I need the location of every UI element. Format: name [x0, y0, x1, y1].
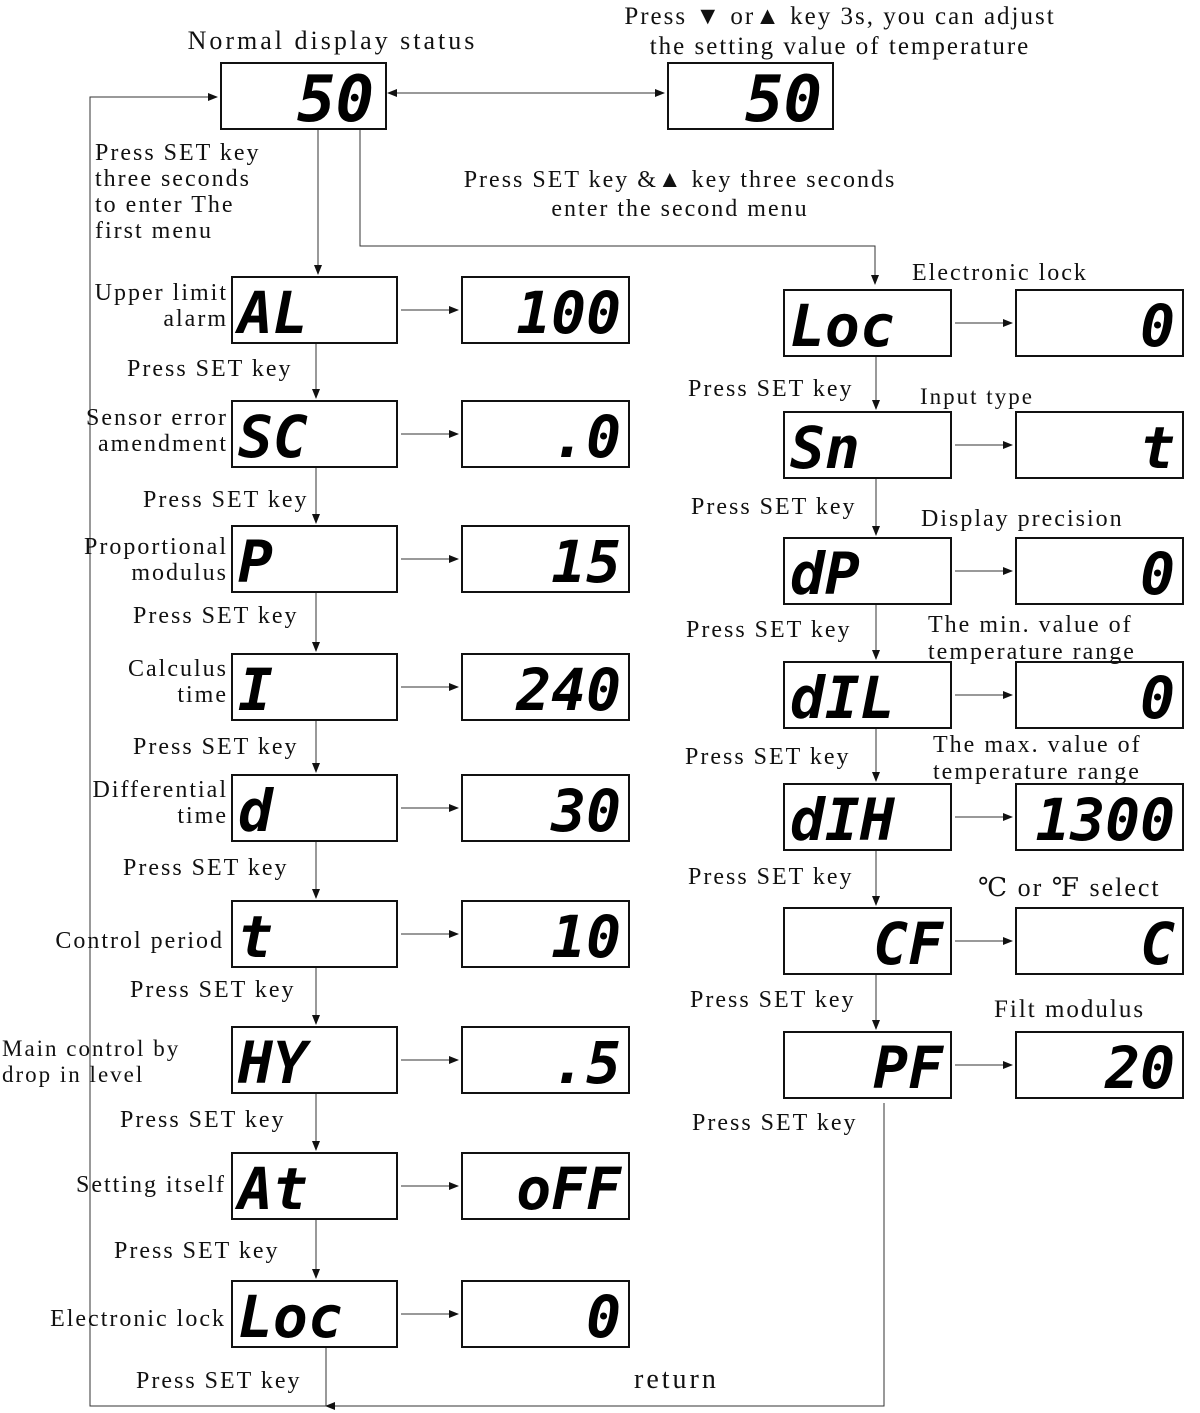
- second-menu-value-dp: 0: [1140, 540, 1175, 608]
- second-menu-press-5: Press SET key: [688, 864, 854, 890]
- first-menu-value-loc: 0: [586, 1283, 621, 1351]
- second-menu-code-dil: dIL: [790, 664, 895, 732]
- normal-display-value: 50: [296, 63, 374, 137]
- second-menu-label-dil: The min. value of temperature range: [928, 612, 1136, 665]
- first-menu-label-al: Upper limit alarm: [94, 280, 228, 332]
- adjust-setpoint-instructions: Press ▼ or▲ key 3s, you can adjust the setting value of temperature: [624, 3, 1056, 60]
- second-menu-code-dih: dIH: [790, 786, 895, 854]
- second-menu-value-dil: 0: [1140, 664, 1175, 732]
- first-menu-press-4: Press SET key: [133, 734, 299, 760]
- enter-second-menu-instructions: Press SET key &▲ key three seconds enter the second menu: [463, 167, 897, 222]
- second-menu-label-loc: Electronic lock: [912, 260, 1088, 286]
- second-menu-press-7: Press SET key: [692, 1110, 858, 1136]
- second-menu-label-dih: The max. value of temperature range: [933, 732, 1142, 785]
- first-menu-press-5: Press SET key: [123, 855, 289, 881]
- first-menu-code-sc: SC: [238, 403, 308, 471]
- second-menu-code-pf: PF: [873, 1034, 943, 1102]
- first-menu-code-loc: Loc: [238, 1283, 343, 1351]
- second-menu-value-sn: t: [1140, 414, 1175, 482]
- second-menu-label-pf: Filt modulus: [994, 996, 1146, 1023]
- first-menu-press-6: Press SET key: [130, 977, 296, 1003]
- first-menu-code-i: I: [238, 656, 273, 724]
- first-menu-press-9: Press SET key: [136, 1368, 302, 1394]
- setpoint-display-value: 50: [744, 63, 822, 137]
- first-menu-press-1: Press SET key: [127, 356, 293, 382]
- first-menu-value-p: 15: [551, 528, 621, 596]
- first-menu-label-t: Control period: [55, 928, 224, 954]
- enter-first-menu-instructions: Press SET key three seconds to enter The first menu: [95, 140, 261, 244]
- first-menu-code-d: d: [238, 777, 273, 845]
- first-menu-value-d: 30: [551, 777, 621, 845]
- first-menu-label-hy: Main control by drop in level: [2, 1036, 181, 1087]
- first-menu-code-at: At: [238, 1155, 308, 1223]
- first-menu-label-sc: Sensor error amendment: [86, 405, 228, 457]
- second-menu-code-loc: Loc: [790, 292, 895, 360]
- second-menu-value-cf: C: [1140, 910, 1175, 978]
- first-menu-value-i: 240: [516, 656, 621, 724]
- first-menu-label-d: Differential time: [92, 777, 228, 829]
- first-menu-value-sc: .0: [551, 403, 621, 471]
- first-menu-label-at: Setting itself: [76, 1172, 226, 1198]
- second-menu-press-2: Press SET key: [691, 494, 857, 520]
- second-menu-code-sn: Sn: [790, 414, 860, 482]
- first-menu-press-3: Press SET key: [133, 603, 299, 629]
- first-menu-label-i: Calculus time: [128, 656, 228, 708]
- first-menu-value-at: oFF: [516, 1155, 621, 1223]
- return-line-right: [326, 1103, 884, 1406]
- return-label: return: [634, 1364, 719, 1395]
- first-menu-value-hy: .5: [551, 1029, 621, 1097]
- first-menu-press-7: Press SET key: [120, 1107, 286, 1133]
- second-menu-label-dp: Display precision: [921, 506, 1124, 532]
- second-menu-code-cf: CF: [873, 910, 943, 978]
- first-menu-code-t: t: [238, 903, 273, 971]
- second-menu-code-dp: dP: [790, 540, 860, 608]
- second-menu-press-6: Press SET key: [690, 987, 856, 1013]
- normal-display-status-label: Normal display status: [187, 26, 478, 55]
- first-menu-value-t: 10: [551, 903, 621, 971]
- second-menu-value-loc: 0: [1140, 292, 1175, 360]
- first-menu-label-p: Proportional modulus: [84, 534, 228, 586]
- first-menu-code-al: AL: [238, 279, 308, 347]
- second-menu-press-1: Press SET key: [688, 376, 854, 402]
- second-menu-label-cf: ℃ or ℉ select: [978, 873, 1161, 902]
- first-menu-press-8: Press SET key: [114, 1238, 280, 1264]
- first-menu: [232, 277, 629, 1351]
- second-menu: [784, 290, 1183, 1102]
- second-menu-label-sn: Input type: [920, 384, 1034, 409]
- second-menu-value-dih: 1300: [1035, 786, 1175, 854]
- second-menu-press-4: Press SET key: [685, 744, 851, 770]
- first-menu-value-al: 100: [516, 279, 621, 347]
- first-menu-code-p: P: [238, 528, 273, 596]
- second-menu-press-3: Press SET key: [686, 617, 852, 643]
- second-menu-value-pf: 20: [1105, 1034, 1175, 1102]
- first-menu-code-hy: HY: [238, 1029, 308, 1097]
- first-menu-press-2: Press SET key: [143, 487, 309, 513]
- first-menu-label-loc: Electronic lock: [50, 1306, 226, 1332]
